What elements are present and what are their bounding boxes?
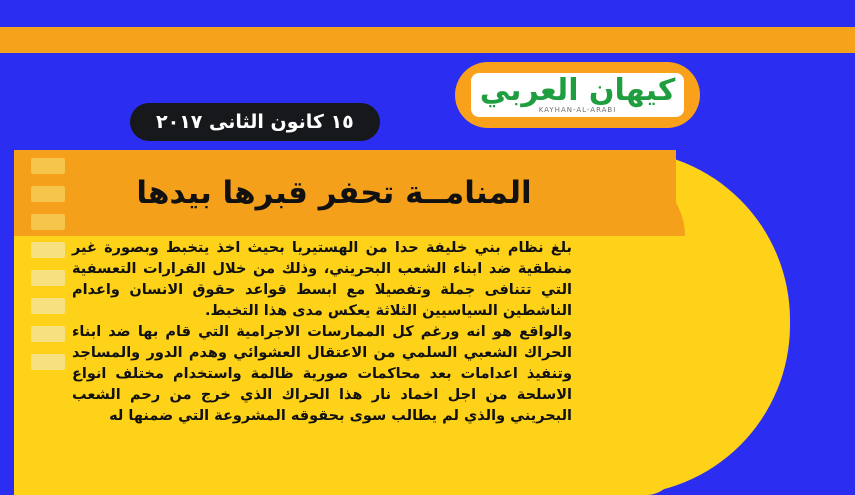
logo-arabic-text: كيهان العربي [479,73,676,108]
article-paragraph: بلغ نظام بني خليفة حدا من الهستيريا بحيث اخذ يتخبط وبصورة غير منطقية ضد ابناء الشعب البحريني، وذلك من خلال القرارات التعسفية التي تتنافى جملة وتفصيلا مع ابسط قواعد حقوق الانسان واعدام الناشطين السياسيين الثلاثة يعكس مدى هذا التخبط. [72,240,572,319]
side-tab-4 [31,242,65,258]
logo-inner-box [471,73,684,117]
side-tab-6 [31,298,65,314]
side-tab-5 [31,270,65,286]
side-tab-7 [31,326,65,342]
article-headline: المنامــة تحفر قبرها بيدها [136,175,532,211]
logo-latin-text: KAYHAN-AL-ARABI [538,106,617,114]
side-tab-1 [31,158,65,174]
date-badge: ١٥ كانون الثانى ٢٠١٧ [130,103,380,141]
article-paragraph: والواقع هو انه ورغم كل الممارسات الاجرامية التي قام بها ضد ابناء الحراك الشعبي السلمي من الاعتقال العشوائي وهدم الدور والمساجد وتنفيذ اعدامات بعد محاكمات صورية ظالمة واستخدام مختلف انواع الاسلحة من اجل اخماد نار هذا الحراك الذي خرج من رحم الشعب البحريني والذي لم يطالب سوى بحقوقه المشروعة التي ضمنها له [72,324,572,424]
side-tab-marks [31,158,65,382]
masthead-logo [455,62,700,128]
side-tab-8 [31,354,65,370]
article-body [72,238,572,427]
side-tab-2 [31,186,65,202]
top-orange-strip [0,27,855,53]
side-tab-3 [31,214,65,230]
